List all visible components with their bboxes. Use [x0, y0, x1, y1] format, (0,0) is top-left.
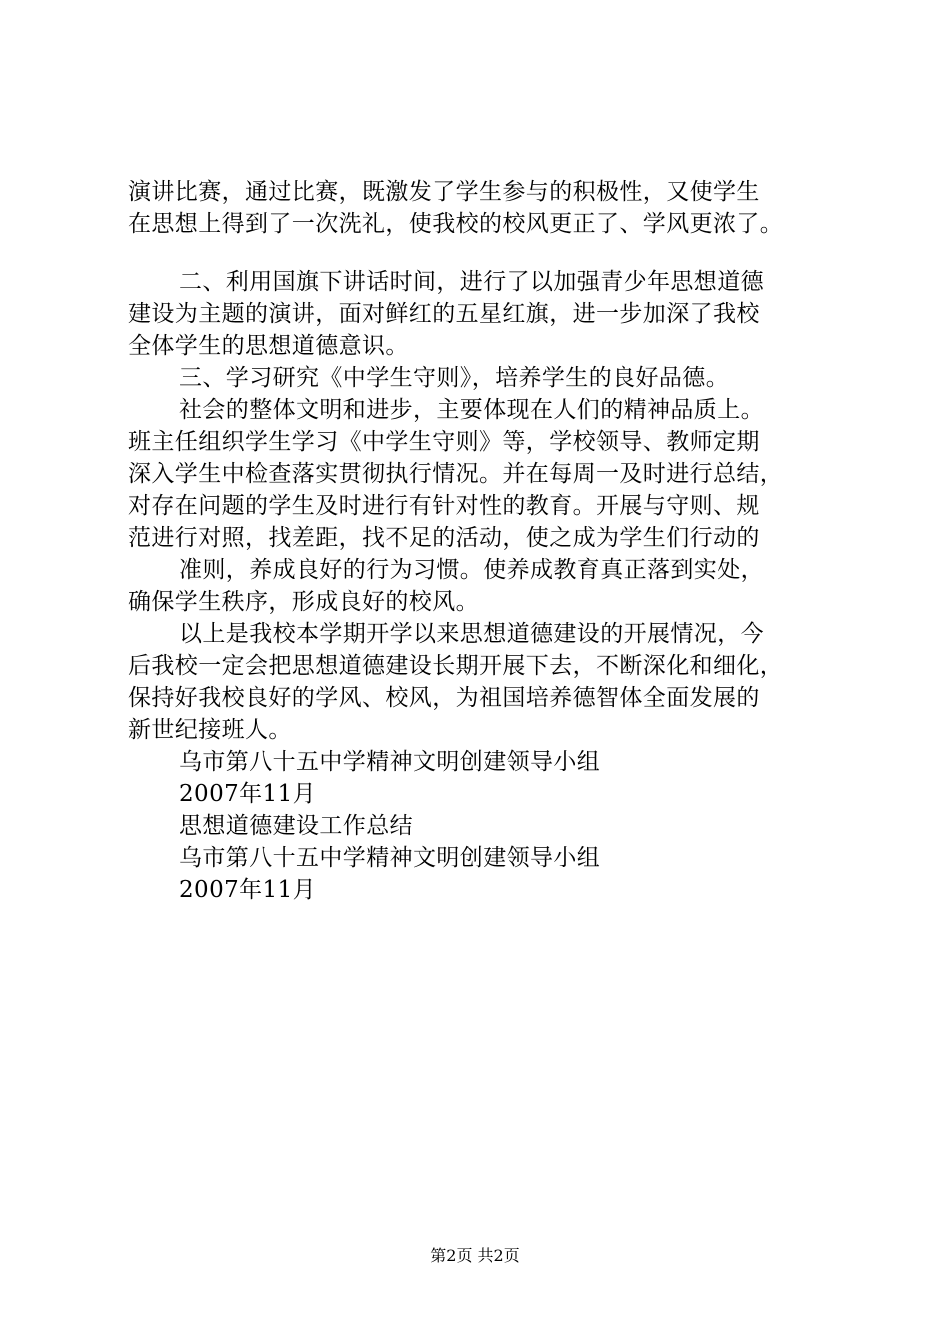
paragraph-line: 社会的整体文明和进步，主要体现在人们的精神品质上。 — [179, 397, 764, 423]
paragraph-line: 深入学生中检查落实贯彻执行情况。并在每周一及时进行总结， — [128, 461, 784, 487]
paragraph-line: 二、利用国旗下讲话时间，进行了以加强青少年思想道德 — [179, 269, 764, 295]
paragraph-line: 演讲比赛，通过比赛，既激发了学生参与的积极性，又使学生 — [128, 179, 760, 205]
paragraph-line: 保持好我校良好的学风、校风，为祖国培养德智体全面发展的 — [128, 685, 760, 711]
paragraph-line: 确保学生秩序，形成良好的校风。 — [128, 589, 479, 615]
paragraph-line: 在思想上得到了一次洗礼，使我校的校风更正了、学风更浓了。 — [128, 211, 784, 237]
paragraph-line: 准则，养成良好的行为习惯。使养成教育真正落到实处， — [179, 557, 764, 583]
paragraph-line: 新世纪接班人。 — [128, 717, 292, 743]
paragraph-line: 范进行对照，找差距，找不足的活动，使之成为学生们行动的 — [128, 525, 760, 551]
paragraph-line: 建设为主题的演讲，面对鲜红的五星红旗，进一步加深了我校 — [128, 301, 760, 327]
paragraph-line: 对存在问题的学生及时进行有针对性的教育。开展与守则、规 — [128, 493, 760, 519]
section-heading: 三、学习研究《中学生守则》，培养学生的良好品德。 — [179, 365, 730, 391]
document-title: 思想道德建设工作总结 — [179, 813, 413, 839]
signature-org: 乌市第八十五中学精神文明创建领导小组 — [179, 845, 601, 871]
signature-date: 2007年11月 — [179, 781, 316, 807]
signature-date: 2007年11月 — [179, 877, 316, 903]
signature-org: 乌市第八十五中学精神文明创建领导小组 — [179, 749, 601, 775]
paragraph-line: 以上是我校本学期开学以来思想道德建设的开展情况，今 — [179, 621, 764, 647]
paragraph-line: 后我校一定会把思想道德建设长期开展下去，不断深化和细化， — [128, 653, 784, 679]
paragraph-line: 班主任组织学生学习《中学生守则》等，学校领导、教师定期 — [128, 429, 760, 455]
page-footer: 第2页 共2页 — [430, 1246, 520, 1265]
paragraph-line: 全体学生的思想道德意识。 — [128, 333, 409, 359]
